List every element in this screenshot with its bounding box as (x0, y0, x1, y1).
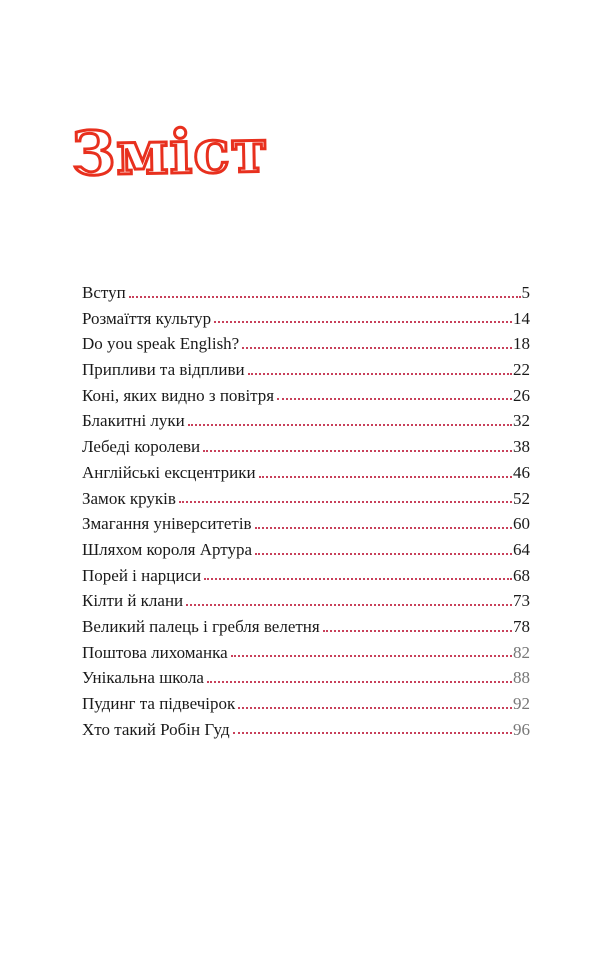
toc-entry[interactable] (82, 717, 530, 743)
toc-entry[interactable] (82, 408, 530, 434)
dot-leader (238, 707, 512, 709)
toc-entry[interactable] (82, 563, 530, 589)
toc-entry-page: 68 (513, 565, 530, 585)
toc-entry-title: Розмаїття культур (82, 308, 212, 328)
dot-leader (188, 424, 512, 426)
toc-entry-page: 88 (513, 668, 530, 688)
toc-entry[interactable] (82, 331, 530, 357)
toc-entry-title: Великий палець і гребля велетня (82, 616, 320, 636)
toc-entry-title: Вступ (82, 283, 126, 302)
toc-entry-title: Блакитні луки (82, 411, 185, 431)
dot-leader (179, 501, 512, 503)
toc-entry-page: 46 (513, 462, 530, 482)
toc-entry[interactable] (82, 614, 530, 640)
toc-entry[interactable] (82, 511, 530, 537)
toc-entry-title: Поштова лихоманка (82, 642, 228, 662)
dot-leader (233, 732, 512, 734)
toc-entry-page: 60 (513, 514, 530, 534)
toc-entry-page: 5 (521, 283, 530, 302)
dot-leader (129, 296, 521, 298)
toc-entry-page: 38 (513, 437, 530, 457)
dot-leader (214, 321, 512, 323)
toc-entry-page: 78 (513, 616, 530, 636)
dot-leader (207, 681, 512, 683)
toc-entry-page: 14 (513, 308, 530, 328)
dot-leader (186, 604, 512, 606)
toc-entry[interactable] (82, 537, 530, 563)
toc-entry[interactable] (82, 486, 530, 512)
toc-entry-title: Хто такий Робін Гуд (82, 719, 230, 739)
dot-leader (203, 450, 512, 452)
dot-leader (255, 527, 512, 529)
toc-entry[interactable] (82, 280, 530, 306)
toc-entry[interactable] (82, 357, 530, 383)
toc-entry-title: Змагання університетів (82, 514, 252, 534)
dot-leader (259, 476, 512, 478)
dot-leader (277, 398, 512, 400)
toc-entry-title: Англійські ексцентрики (82, 462, 256, 482)
dot-leader (248, 373, 512, 375)
toc-entry-page: 22 (513, 360, 530, 380)
dot-leader (231, 655, 512, 657)
toc-entry-page: 64 (513, 539, 530, 559)
dot-leader (323, 630, 512, 632)
toc-entry-title: Замок круків (82, 488, 176, 508)
table-of-contents (82, 280, 530, 742)
toc-entry[interactable] (82, 306, 530, 332)
toc-entry-page: 32 (513, 411, 530, 431)
toc-entry-page: 96 (513, 719, 530, 739)
toc-entry-page: 26 (513, 385, 530, 405)
dot-leader (255, 553, 512, 555)
toc-entry[interactable] (82, 665, 530, 691)
toc-entry-title: Коні, яких видно з повітря (82, 385, 275, 405)
toc-entry[interactable] (82, 460, 530, 486)
toc-entry[interactable] (82, 383, 530, 409)
toc-entry[interactable] (82, 640, 530, 666)
toc-entry-title: Порей і нарциси (82, 565, 202, 585)
toc-entry-title: Кілти й клани (82, 591, 184, 611)
toc-entry-title: Шляхом короля Артура (82, 539, 253, 559)
toc-entry[interactable] (82, 434, 530, 460)
toc-entry-title: Лебеді королеви (82, 437, 201, 457)
toc-entry-title: Do you speak English? (82, 334, 240, 354)
toc-entry-page: 73 (513, 591, 530, 611)
dot-leader (204, 578, 512, 580)
toc-entry-title: Пудинг та підвечірок (82, 694, 236, 713)
toc-entry[interactable] (82, 588, 530, 614)
toc-entry[interactable] (82, 691, 530, 717)
toc-entry-page: 92 (513, 694, 530, 713)
page-title: Зміст (71, 116, 270, 190)
dot-leader (242, 347, 512, 349)
toc-entry-page: 82 (513, 642, 530, 662)
toc-entry-title: Припливи та відпливи (82, 360, 245, 380)
toc-entry-title: Унікальна школа (82, 668, 204, 688)
toc-entry-page: 52 (513, 488, 530, 508)
toc-entry-page: 18 (513, 334, 530, 354)
